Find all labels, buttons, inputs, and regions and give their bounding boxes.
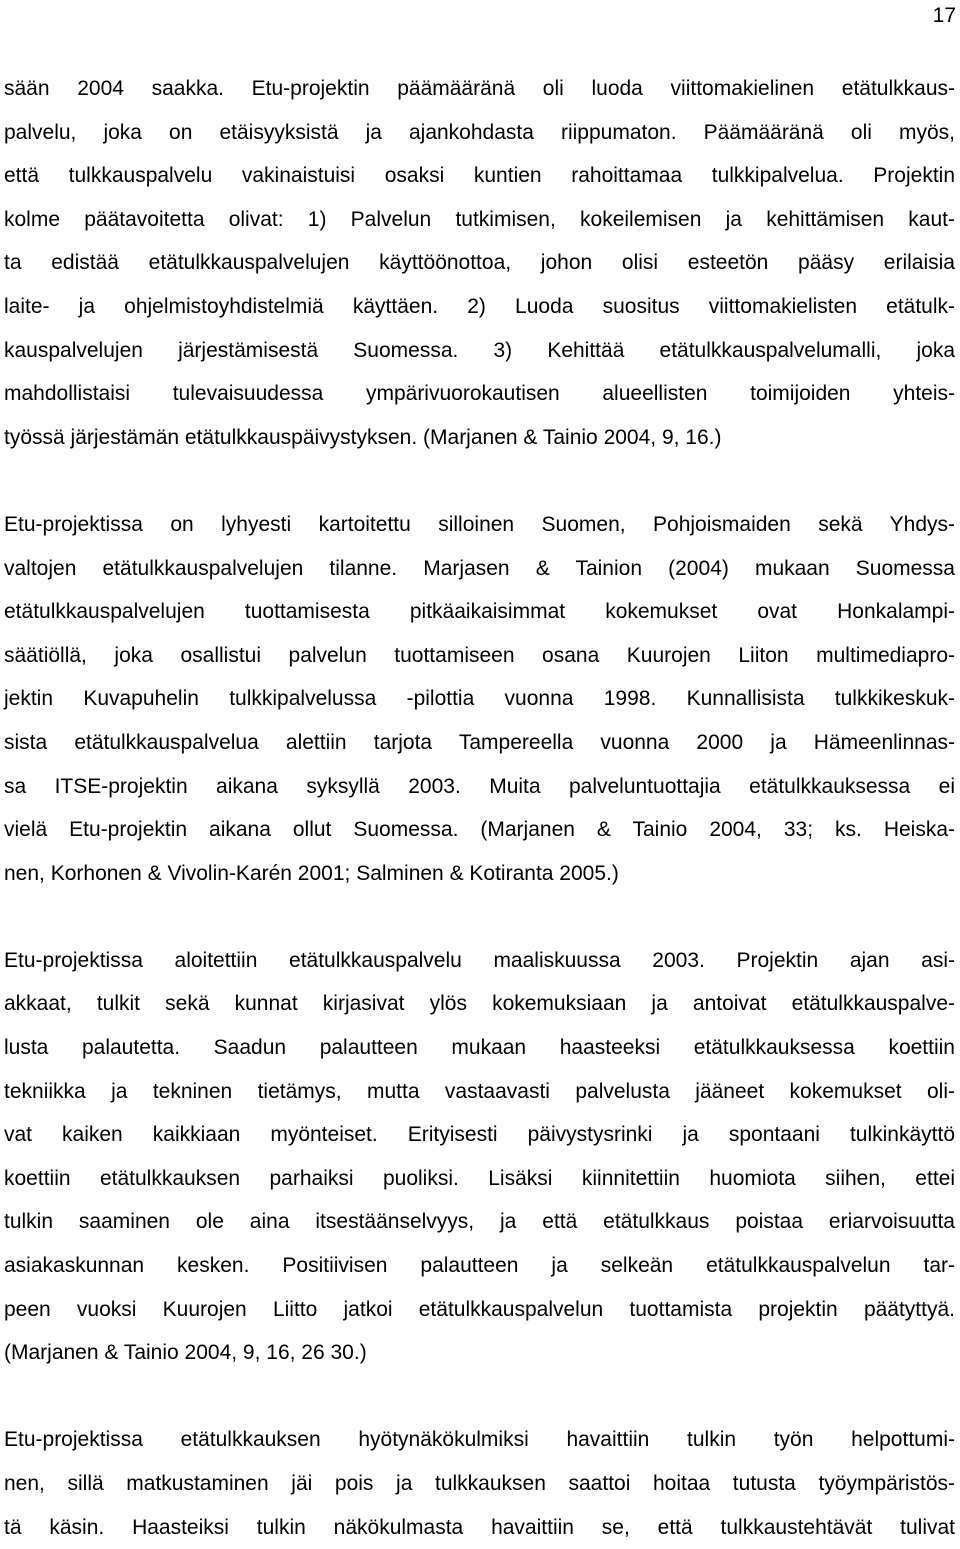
text-line: asiakaskunnan kesken. Positiivisen palautteen ja selkeän etätulkkauspalvelun tar- <box>4 1254 955 1278</box>
text-line: sa ITSE-projektin aikana syksyllä 2003. Muita palveluntuottajia etätulkkauksessa ei <box>4 774 955 798</box>
text-line: laite- ja ohjelmistoyhdistelmiä käyttäen. 2) Luoda suositus viittomakielisten etätulk- <box>4 294 955 318</box>
text-line: lusta palautetta. Saadun palautteen mukaan haasteeksi etätulkkauksessa koettiin <box>4 1036 955 1060</box>
text-line: mahdollistaisi tulevaisuudessa ympärivuorokautisen alueellisten toimijoiden yhteis- <box>4 382 955 406</box>
text-line: työssä järjestämän etätulkkauspäivystyksen. (Marjanen & Tainio 2004, 9, 16.) <box>4 425 722 449</box>
text-line: koettiin etätulkkauksen parhaiksi puoliksi. Lisäksi kiinnitettiin huomiota siihen, ettei <box>4 1166 955 1190</box>
text-line: tä käsin. Haasteiksi tulkin näkökulmasta havaittiin se, että tulkkaustehtävät tulivat <box>4 1515 955 1539</box>
text-line: akkaat, tulkit sekä kunnat kirjasivat ylös kokemuksiaan ja antoivat etätulkkauspalve- <box>4 992 955 1016</box>
page-number: 17 <box>932 4 956 27</box>
text-line: (Marjanen & Tainio 2004, 9, 16, 26 30.) <box>4 1341 367 1365</box>
text-line: Etu-projektissa aloitettiin etätulkkauspalvelu maaliskuussa 2003. Projektin ajan asi- <box>4 948 955 972</box>
text-line: tulkin saaminen ole aina itsestäänselvyys, ja että etätulkkaus poistaa eriarvoisuutta <box>4 1210 955 1234</box>
paragraph-spacer <box>4 895 955 939</box>
paragraph-2 <box>4 503 955 895</box>
text-line: Etu-projektissa on lyhyesti kartoitettu silloinen Suomen, Pohjoismaiden sekä Yhdys- <box>4 512 955 536</box>
text-line: ta edistää etätulkkauspalvelujen käyttöönottoa, johon olisi esteetön pääsy erilaisia <box>4 251 955 275</box>
text-line: nen, Korhonen & Vivolin-Karén 2001; Salminen & Kotiranta 2005.) <box>4 861 619 885</box>
paragraph-3 <box>4 939 955 1375</box>
text-line: Etu-projektissa etätulkkauksen hyötynäkökulmiksi havaittiin tulkin työn helpottumi- <box>4 1428 955 1452</box>
text-line: vielä Etu-projektin aikana ollut Suomessa. (Marjanen & Tainio 2004, 33; ks. Heiska- <box>4 818 955 842</box>
text-line: sista etätulkkauspalvelua alettiin tarjota Tampereella vuonna 2000 ja Hämeenlinnas- <box>4 730 955 754</box>
text-line: tekniikka ja tekninen tietämys, mutta vastaavasti palvelusta jääneet kokemukset oli- <box>4 1079 955 1103</box>
paragraph-spacer <box>4 459 955 503</box>
text-line: nen, sillä matkustaminen jäi pois ja tulkkauksen saattoi hoitaa tutusta työympäristös- <box>4 1472 955 1495</box>
text-line: kauspalvelujen järjestämisestä Suomessa. 3) Kehittää etätulkkauspalvelumalli, joka <box>4 338 955 362</box>
paragraph-1 <box>4 67 955 459</box>
text-line: valtojen etätulkkauspalvelujen tilanne. Marjasen & Tainion (2004) mukaan Suomessa <box>4 556 955 580</box>
text-line: etätulkkauspalvelujen tuottamisesta pitkäaikaisimmat kokemukset ovat Honkalampi- <box>4 600 955 624</box>
text-line: kolme päätavoitetta olivat: 1) Palvelun tutkimisen, kokeilemisen ja kehittämisen kaut- <box>4 207 955 231</box>
text-line: peen vuoksi Kuurojen Liitto jatkoi etätulkkauspalvelun tuottamista projektin päätyttyä. <box>4 1297 955 1321</box>
text-line: että tulkkauspalvelu vakinaistuisi osaksi kuntien rahoittamaa tulkkipalvelua. Projektin <box>4 164 955 188</box>
document-body <box>4 67 955 1549</box>
paragraph-4 <box>4 1418 955 1549</box>
text-line: säätiöllä, joka osallistui palvelun tuottamiseen osana Kuurojen Liiton multimediapro- <box>4 643 955 667</box>
text-line: vat kaiken kaikkiaan myönteiset. Erityisesti päivystysrinki ja spontaani tulkinkäyttö <box>4 1123 955 1147</box>
paragraph-spacer <box>4 1375 955 1419</box>
text-line: palvelu, joka on etäisyyksistä ja ajankohdasta riippumaton. Päämääränä oli myös, <box>4 120 955 144</box>
text-line: jektin Kuvapuhelin tulkkipalvelussa -pilottia vuonna 1998. Kunnallisista tulkkikeskuk- <box>4 687 955 711</box>
text-line: sään 2004 saakka. Etu-projektin päämääränä oli luoda viittomakielinen etätulkkaus- <box>4 77 955 100</box>
